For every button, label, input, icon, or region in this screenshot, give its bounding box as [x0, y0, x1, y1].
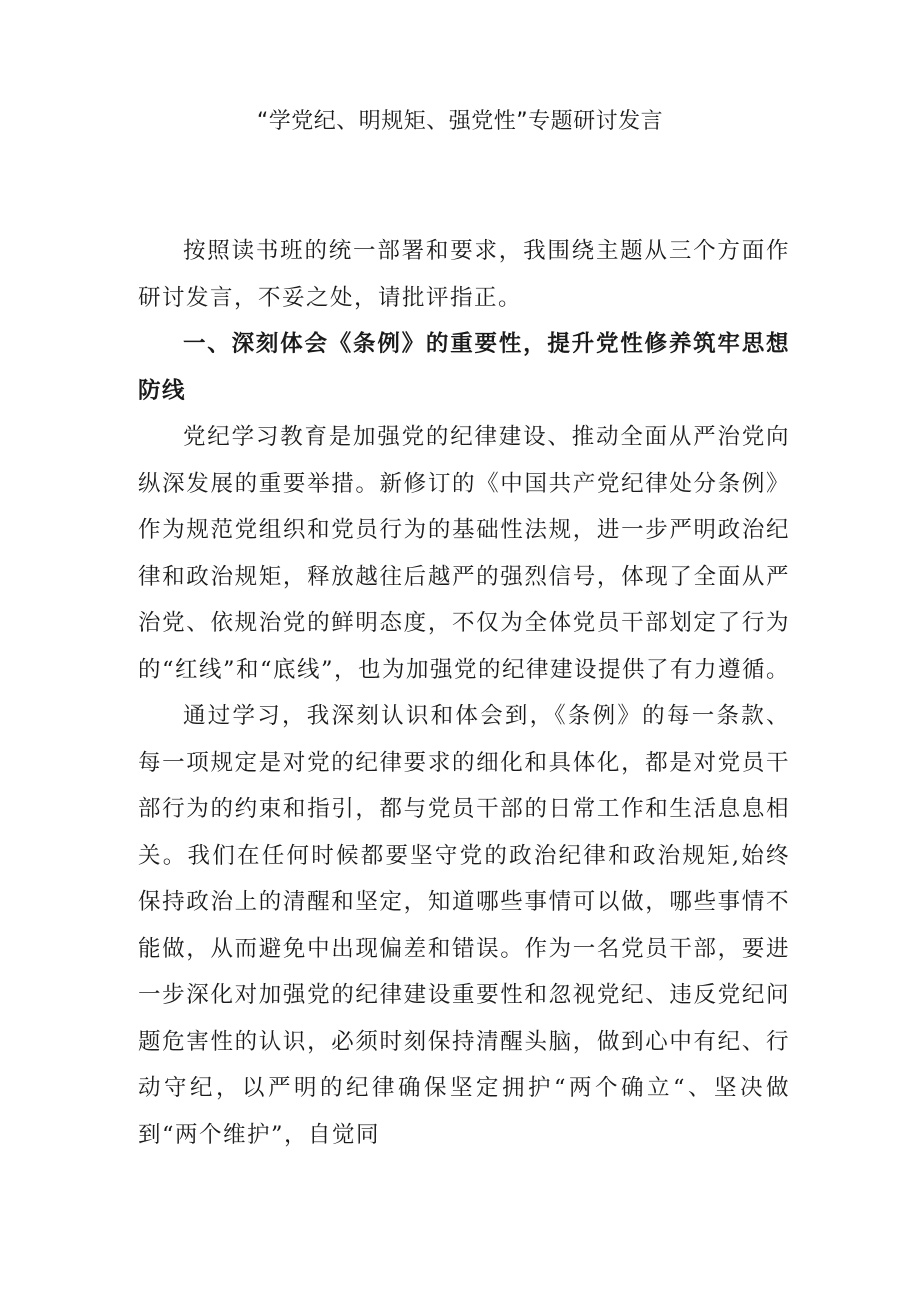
document-body [138, 228, 790, 1158]
section-heading-1: 一、深刻体会《条例》的重要性，提升党性修养筑牢思想防线 [138, 331, 790, 404]
body-paragraph-2: 通过学习，我深刻认识和体会到，《条例》的每一条款、每一项规定是对党的纪律要求的细化和具体化，都是对党员干部行为的约束和指引，都与党员干部的日常工作和生活息息相关。我们在任何时候都要坚守党的政治纪律和政治规矩,始终保持政治上的清醒和坚定，知道哪些事情可以做，哪些事情不能做，从而避免中出现偏差和错误。作为一名党员干部，要进一步深化对加强党的纪律建设重要性和忽视党纪、违反党纪问题危害性的认识，必须时刻保持清醒头脑，做到心中有纪、行动守纪，以严明的纪律确保坚定拥护“两个确立“、坚决做到“两个维护”，自觉同 [138, 703, 790, 1148]
intro-paragraph: 按照读书班的统一部署和要求，我围绕主题从三个方面作研讨发言，不妥之处，请批评指正。 [138, 238, 790, 311]
document-title: “学党纪、明规矩、强党性”专题研讨发言 [256, 109, 664, 134]
body-paragraph-1: 党纪学习教育是加强党的纪律建设、推动全面从严治党向纵深发展的重要举措。新修订的《中国共产党纪律处分条例》作为规范党组织和党员行为的基础性法规，进一步严明政治纪律和政治规矩，释放越往后越严的强烈信号，体现了全面从严治党、依规治党的鲜明态度，不仅为全体党员干部划定了行为的“红线”和“底线”，也为加强党的纪律建设提供了有力遵循。 [138, 424, 791, 683]
